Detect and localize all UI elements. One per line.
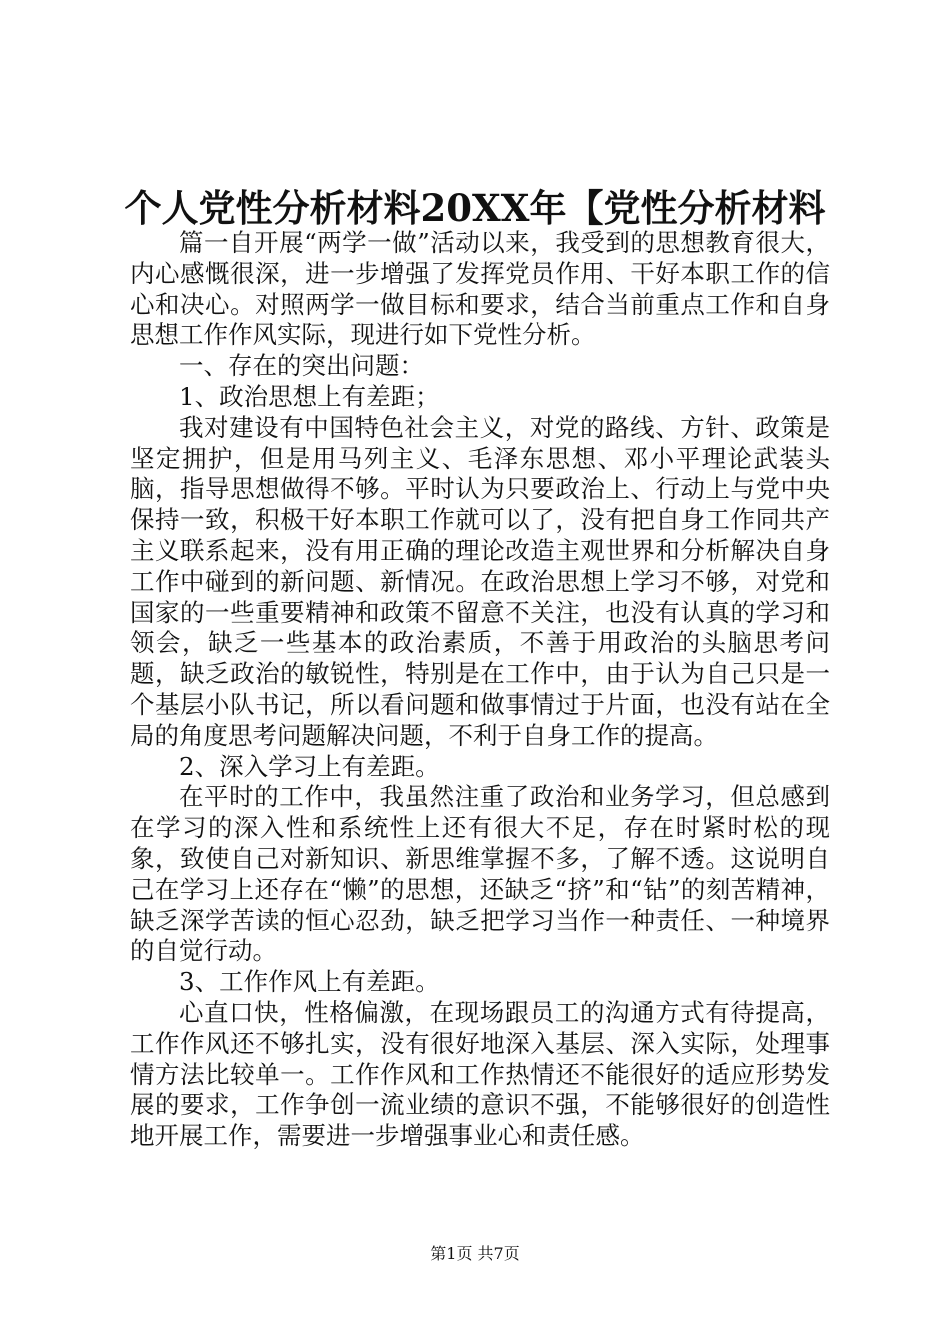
page-number: 第1页 共7页 — [430, 1244, 520, 1263]
subheading-work-style: 3、工作作风上有差距。 — [179, 967, 440, 997]
subheading-study: 2、深入学习上有差距。 — [179, 751, 440, 781]
paragraph-intro: 篇一自开展“两学一做”活动以来，我受到的思想教育很大，内心感慨很深，进一步增强了发挥党员作用、干好本职工作的信心和决心。对照两学一做目标和要求，结合当前重点工作和自身思想工作作风实际，现进行如下党性分析。 — [130, 228, 830, 350]
paragraph-study: 在平时的工作中，我虽然注重了政治和业务学习，但总感到在学习的深入性和系统性上还有很大不足，存在时紧时松的现象，致使自己对新知识、新思维掌握不多，了解不透。这说明自己在学习上还存在“懒”的思想，还缺乏“挤”和“钻”的刻苦精神，缺乏深学苦读的恒心忍劲，缺乏把学习当作一种责任、一种境界的自觉行动。 — [130, 782, 830, 966]
paragraph-work-style: 心直口快，性格偏激，在现场跟员工的沟通方式有待提高，工作作风还不够扎实，没有很好地深入基层、深入实际，处理事情方法比较单一。工作作风和工作热情还不能很好的适应形势发展的要求，工作争创一流业绩的意识不强，不能够很好的创造性地开展工作，需要进一步增强事业心和责任感。 — [130, 997, 830, 1151]
paragraph-political-thought: 我对建设有中国特色社会主义，对党的路线、方针、政策是坚定拥护，但是用马列主义、毛泽东思想、邓小平理论武装头脑，指导思想做得不够。平时认为只要政治上、行动上与党中央保持一致，积极干好本职工作就可以了，没有把自身工作同共产主义联系起来，没有用正确的理论改造主观世界和分析解决自身工作中碰到的新问题、新情况。在政治思想上学习不够，对党和国家的一些重要精神和政策不留意不关注，也没有认真的学习和领会，缺乏一些基本的政治素质，不善于用政治的头脑思考问题，缺乏政治的敏锐性，特别是在工作中，由于认为自己只是一个基层小队书记，所以看问题和做事情过于片面，也没有站在全局的角度思考问题解决问题，不利于自身工作的提高。 — [130, 412, 830, 750]
document-title: 个人党性分析材料20XX年【党性分析材料 — [124, 186, 826, 230]
section-heading-problems: 一、存在的突出问题： — [179, 351, 424, 381]
subheading-political-thought: 1、政治思想上有差距； — [179, 381, 440, 411]
document-body — [130, 228, 830, 1152]
